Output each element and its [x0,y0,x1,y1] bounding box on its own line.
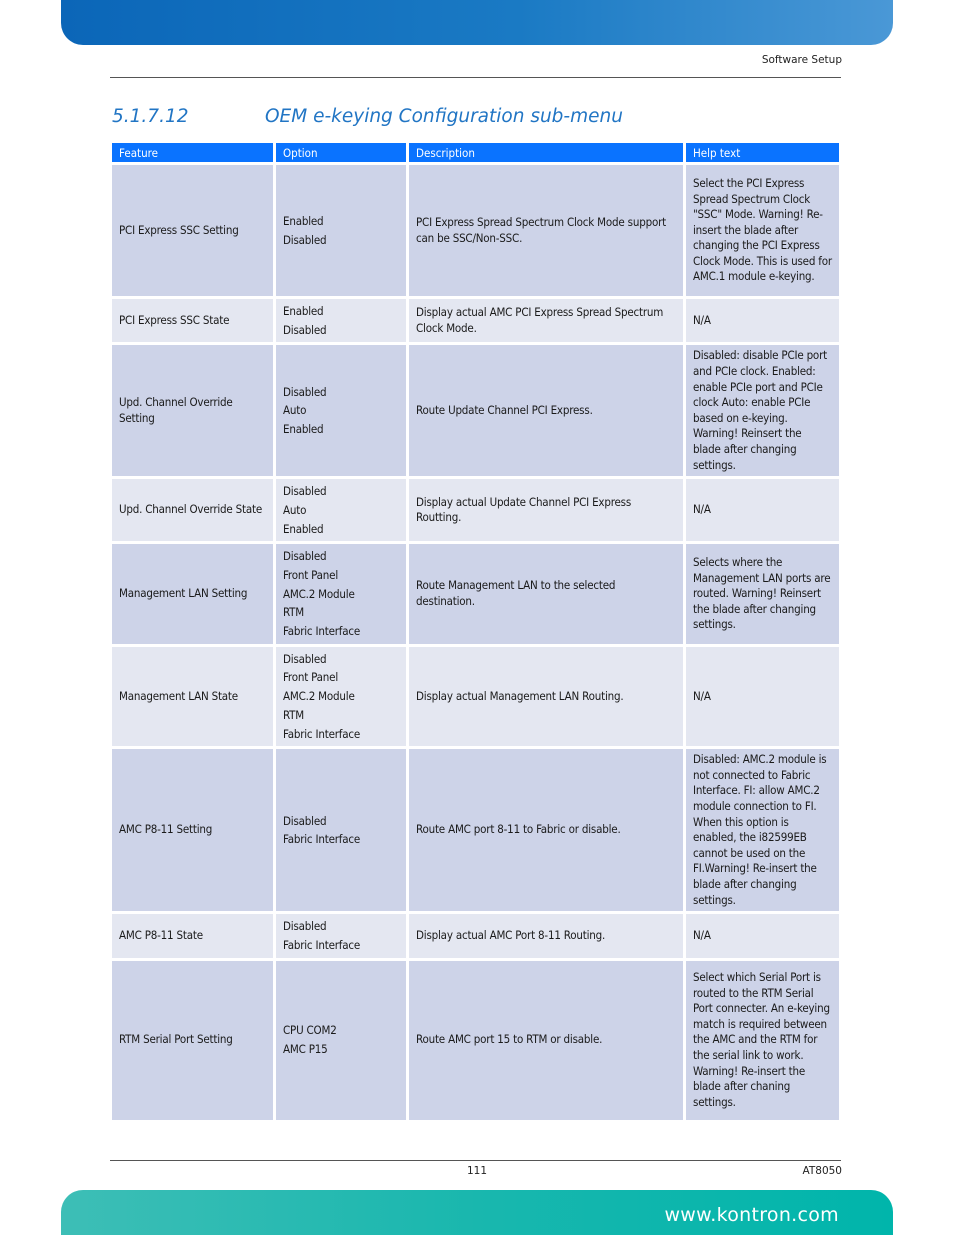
option-cell [276,961,406,1120]
option-cell [276,647,406,747]
option-value: Disabled [283,484,327,499]
option-value: Disabled [283,384,327,399]
description-cell: Display actual AMC PCI Express Spread Spectrum Clock Mode. [409,299,683,342]
help-cell: Select which Serial Port is routed to the RTM Serial Port connecter. An e-keying match is required between the AMC and the RTM for the serial link to work. Warning! Re-insert the blade after chaning settings. [686,961,839,1120]
table-row [112,914,839,957]
bottom-banner [61,1190,893,1235]
option-value: Enabled [283,213,324,228]
feature-cell: AMC P8-11 State [112,914,273,957]
config-table-wrapper [112,143,839,1120]
table-row [112,961,839,1120]
option-value: Fabric Interface [283,937,361,952]
description-cell: Route Management LAN to the selected destination. [409,544,683,644]
option-value: Fabric Interface [283,624,361,639]
section-heading [112,106,623,127]
help-cell: N/A [686,647,839,747]
feature-cell: RTM Serial Port Setting [112,961,273,1120]
description-cell: Display actual Management LAN Routing. [409,647,683,747]
option-value: Auto [283,502,307,517]
option-value: Front Panel [283,567,339,582]
feature-cell: AMC P8-11 Setting [112,749,273,911]
option-value: Auto [283,403,307,418]
option-cell [276,544,406,644]
table-header-row [112,143,839,162]
page-number: 111 [466,1165,488,1177]
column-header-help: Help text [686,143,839,162]
description-cell: Route Update Channel PCI Express. [409,345,683,476]
table-row [112,647,839,747]
option-value: Disabled [283,232,327,247]
product-name: AT8050 [802,1165,842,1177]
table-row [112,479,839,541]
description-cell: Route AMC port 15 to RTM or disable. [409,961,683,1120]
top-banner [61,0,893,45]
option-value: Enabled [283,422,324,437]
footer-rule [110,1160,841,1161]
option-value: Enabled [283,521,324,536]
option-cell [276,479,406,541]
help-cell: N/A [686,914,839,957]
option-cell [276,165,406,296]
option-value: Disabled [283,322,327,337]
option-value: AMC.2 Module [283,586,355,601]
header-rule [110,77,841,78]
help-cell: Disabled: disable PCIe port and PCIe clock. Enabled: enable PCIe port and PCIe clock Auto: enable PCIe based on e-keying. Warning! Reinsert the blade after changing settings. [686,345,839,476]
option-value: RTM [283,707,304,722]
help-cell: Disabled: AMC.2 module is not connected to Fabric Interface. FI: allow AMC.2 module connection to FI. When this option is enabled, the i82599EB cannot be used on the FI.Warning! Re-insert the blade after changing settings. [686,749,839,911]
description-cell: Route AMC port 8-11 to Fabric or disable. [409,749,683,911]
section-title: OEM e-keying Configuration sub-menu [265,106,623,127]
option-value: Disabled [283,651,327,666]
option-cell [276,299,406,342]
feature-cell: Management LAN Setting [112,544,273,644]
website-url[interactable]: www.kontron.com [664,1204,839,1226]
description-cell: Display actual AMC Port 8-11 Routing. [409,914,683,957]
feature-cell: Upd. Channel Override State [112,479,273,541]
table-row [112,544,839,644]
help-cell: N/A [686,299,839,342]
description-cell: Display actual Update Channel PCI Express Routting. [409,479,683,541]
config-table [109,140,842,1123]
option-value: Fabric Interface [283,726,361,741]
help-cell: N/A [686,479,839,541]
column-header-description: Description [409,143,683,162]
option-value: Disabled [283,919,327,934]
option-value: Enabled [283,304,324,318]
section-number: 5.1.7.12 [112,106,189,127]
option-value: Front Panel [283,670,339,685]
option-value: Fabric Interface [283,832,361,847]
option-cell [276,914,406,957]
feature-cell: Management LAN State [112,647,273,747]
feature-cell: PCI Express SSC Setting [112,165,273,296]
option-value: CPU COM2 [283,1023,337,1038]
header-section-title: Software Setup [761,54,842,66]
option-value: RTM [283,605,304,620]
feature-cell: PCI Express SSC State [112,299,273,342]
column-header-feature: Feature [112,143,273,162]
option-cell [276,345,406,476]
option-value: Disabled [283,549,327,564]
table-row [112,299,839,342]
option-cell [276,749,406,911]
option-value: Disabled [283,813,327,828]
option-value: AMC P15 [283,1042,328,1057]
column-header-option: Option [276,143,406,162]
help-cell: Select the PCI Express Spread Spectrum Clock "SSC" Mode. Warning! Re-insert the blade after changing the PCI Express Clock Mode. This is used for AMC.1 module e-keying. [686,165,839,296]
option-value: AMC.2 Module [283,689,355,704]
table-row [112,165,839,296]
table-row [112,749,839,911]
description-cell: PCI Express Spread Spectrum Clock Mode support can be SSC/Non-SSC. [409,165,683,296]
table-row [112,345,839,476]
help-cell: Selects where the Management LAN ports are routed. Warning! Reinsert the blade after changing settings. [686,544,839,644]
feature-cell: Upd. Channel Override Setting [112,345,273,476]
